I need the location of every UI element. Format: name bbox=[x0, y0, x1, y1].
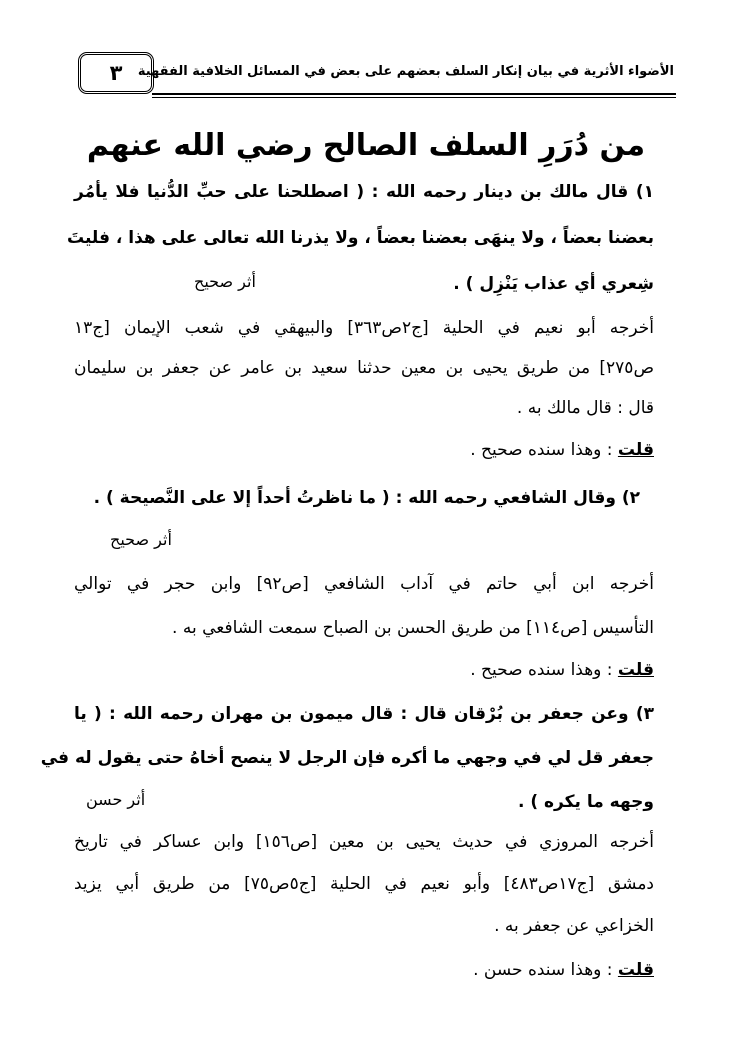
takhrij-line: ص٢٧٥] من طريق يحيى بن معين حدثنا سعيد بن عامر عن جعفر بن سليمان bbox=[74, 358, 654, 378]
takhrij-line: أخرجه المروزي في حديث يحيى بن معين [ص١٥٦] وابن عساكر في تاريخ bbox=[74, 832, 655, 852]
page-header bbox=[56, 44, 676, 96]
quote-line: وجهه ما يكره ) . bbox=[517, 792, 654, 812]
page-number: ٣ bbox=[78, 52, 154, 94]
takhrij-line: أخرجه أبو نعيم في الحلية [ج٢ص٣٦٣] والبيهقي في شعب الإيمان [ج١٣ bbox=[74, 318, 654, 338]
verdict-label: قلت bbox=[617, 660, 654, 680]
header-rule-thin bbox=[152, 97, 676, 98]
takhrij-line: دمشق [ج١٧ص٤٨٣] وأبو نعيم في الحلية [ج٥ص٧٥] من طريق أبي يزيد bbox=[74, 874, 654, 894]
verdict-text: : وهذا سنده صحيح . bbox=[470, 660, 618, 680]
quote-line: بعضنا بعضاً ، ولا ينهَى بعضنا بعضاً ، ولا يذرنا الله تعالى على هذا ، فليتَ bbox=[66, 228, 654, 248]
quote-line: ٢) وقال الشافعي رحمه الله : ( ما ناظرتُ أحداً إلا على النَّصيحة ) . bbox=[93, 488, 640, 508]
grade-label: أثر صحيح bbox=[110, 530, 172, 549]
quote-line: جعفر قل لي في وجهي ما أكره فإن الرجل لا ينصح أخاهُ حتى يقول له في bbox=[40, 748, 654, 768]
takhrij-line: قال : قال مالك به . bbox=[516, 398, 654, 418]
verdict-label: قلت bbox=[617, 440, 654, 460]
quote-line: شِعري أي عذاب يَنْزِل ) . bbox=[453, 274, 654, 294]
quote-line: ١) قال مالك بن دينار رحمه الله : ( اصطلحنا على حبِّ الدُّنيا فلا يأمُر bbox=[74, 182, 654, 202]
verdict-line bbox=[470, 660, 654, 680]
verdict-text: : وهذا سنده حسن . bbox=[473, 960, 618, 980]
page-heading: من دُرَرِ السلف الصالح رضي الله عنهم bbox=[86, 128, 646, 163]
verdict-line bbox=[470, 440, 654, 460]
takhrij-line: التأسيس [ص١١٤] من طريق الحسن بن الصباح سمعت الشافعي به . bbox=[172, 618, 654, 638]
verdict-label: قلت bbox=[617, 960, 654, 980]
grade-label: أثر حسن bbox=[86, 790, 146, 809]
takhrij-line: أخرجه ابن أبي حاتم في آداب الشافعي [ص٩٢] وابن حجر في توالي bbox=[74, 574, 654, 594]
quote-line: ٣) وعن جعفر بن بُرْقان قال : قال ميمون بن مهران رحمه الله : ( يا bbox=[74, 704, 654, 724]
verdict-text: : وهذا سنده صحيح . bbox=[470, 440, 618, 460]
takhrij-line: الخزاعي عن جعفر به . bbox=[494, 916, 654, 936]
grade-label: أثر صحيح bbox=[194, 272, 256, 291]
running-title: الأضواء الأثرية في بيان إنكار السلف بعضهم على بعض في المسائل الخلافية الفقهية bbox=[137, 64, 674, 79]
verdict-line bbox=[473, 960, 654, 980]
header-rule bbox=[152, 93, 676, 95]
